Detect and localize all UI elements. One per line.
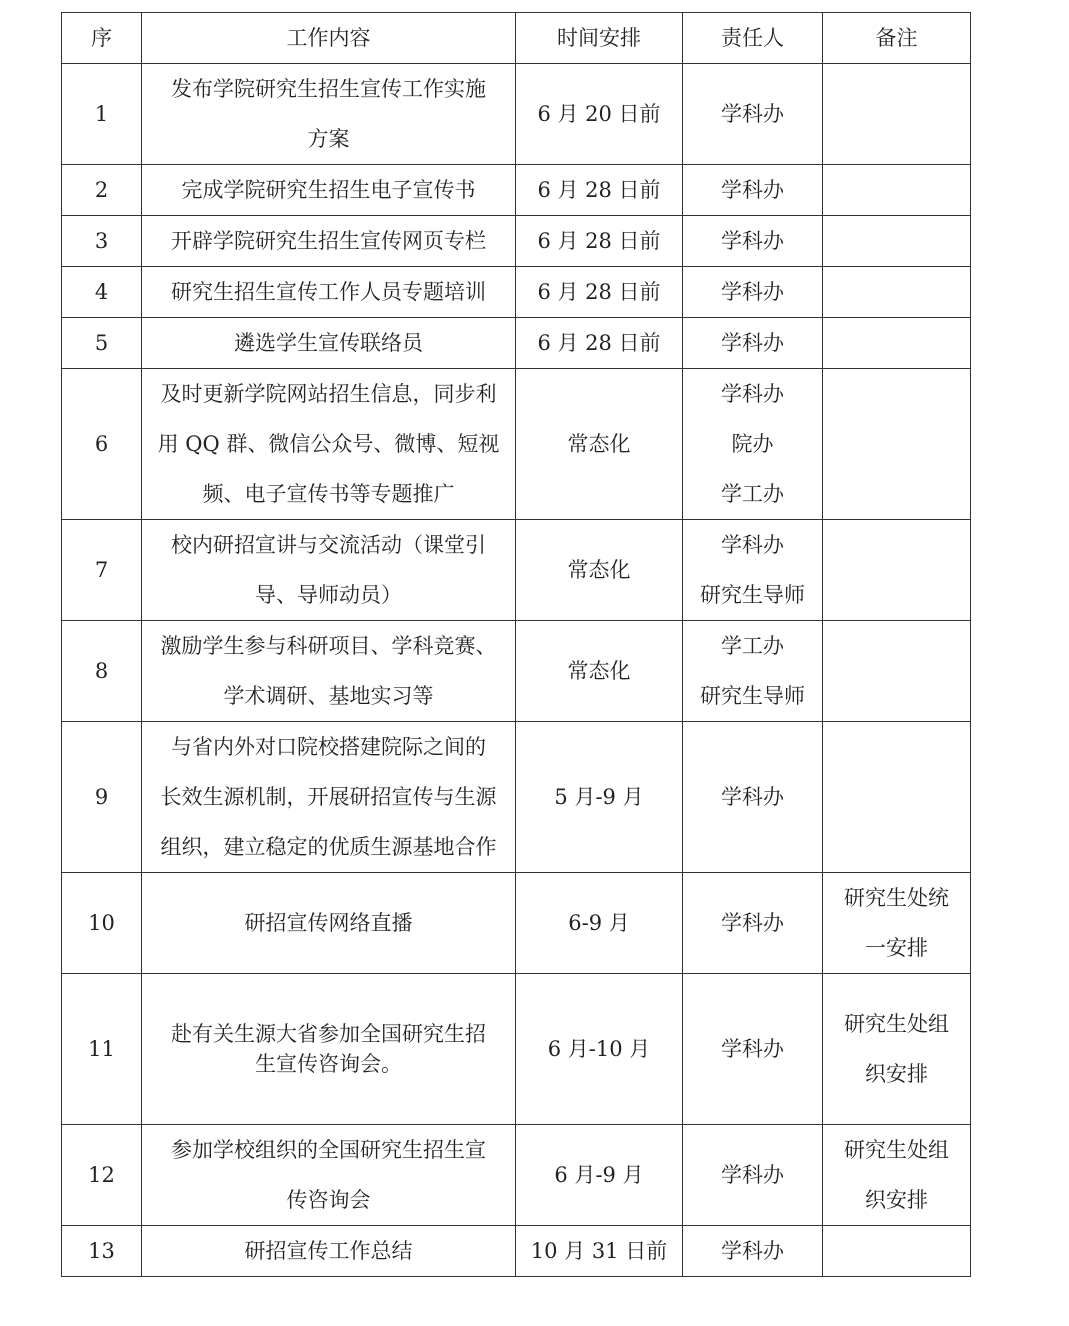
row-time: 常态化	[516, 621, 683, 722]
row-content-line: 研究生招生宣传工作人员专题培训	[171, 280, 486, 304]
row-time: 常态化	[516, 369, 683, 520]
row-owner-line: 学科办	[721, 785, 784, 809]
row-no: 8	[62, 621, 142, 722]
row-owner	[683, 1125, 823, 1226]
row-owner-line: 学科办	[721, 1239, 784, 1263]
table-row	[62, 216, 971, 267]
table-row	[62, 974, 971, 1125]
row-content-line: 校内研招宣讲与交流活动（课堂引	[171, 533, 486, 557]
row-note	[823, 318, 971, 369]
row-owner	[683, 974, 823, 1125]
row-owner-line: 学科办	[721, 1037, 784, 1061]
row-content	[142, 974, 516, 1125]
row-owner	[683, 267, 823, 318]
header-content: 工作内容	[142, 13, 516, 64]
row-note	[823, 216, 971, 267]
row-note	[823, 267, 971, 318]
row-content-line: 完成学院研究生招生电子宣传书	[181, 178, 476, 202]
row-content-line: 开辟学院研究生招生宣传网页专栏	[171, 229, 486, 253]
header-time: 时间安排	[516, 13, 683, 64]
table-row	[62, 873, 971, 974]
row-time: 常态化	[516, 520, 683, 621]
row-time: 6-9 月	[516, 873, 683, 974]
header-owner: 责任人	[683, 13, 823, 64]
row-note	[823, 873, 971, 974]
row-owner-line: 学科办	[721, 911, 784, 935]
row-no: 12	[62, 1125, 142, 1226]
row-content	[142, 267, 516, 318]
row-content-line: 赴有关生源大省参加全国研究生招	[171, 1022, 486, 1046]
row-note-line: 研究生处统	[844, 886, 949, 910]
row-note-line: 织安排	[865, 1188, 928, 1212]
row-owner-line: 院办	[731, 432, 774, 456]
row-owner	[683, 318, 823, 369]
header-note: 备注	[823, 13, 971, 64]
row-content	[142, 64, 516, 165]
row-content-line: 传咨询会	[286, 1188, 371, 1212]
row-content	[142, 1226, 516, 1277]
row-time: 6 月 20 日前	[516, 64, 683, 165]
table-row	[62, 520, 971, 621]
row-time: 6 月 28 日前	[516, 216, 683, 267]
row-owner	[683, 64, 823, 165]
row-time: 6 月 28 日前	[516, 267, 683, 318]
row-no: 13	[62, 1226, 142, 1277]
row-note-line: 研究生处组	[844, 1138, 949, 1162]
row-owner	[683, 722, 823, 873]
row-note	[823, 1226, 971, 1277]
row-note	[823, 621, 971, 722]
row-note	[823, 64, 971, 165]
row-no: 1	[62, 64, 142, 165]
row-owner-line: 学科办	[721, 102, 784, 126]
row-time: 6 月 28 日前	[516, 318, 683, 369]
row-no: 3	[62, 216, 142, 267]
row-content-line: 方案	[307, 127, 350, 151]
row-note-line: 一安排	[865, 936, 928, 960]
table-row	[62, 267, 971, 318]
row-content-line: 用 QQ 群、微信公众号、微博、短视	[157, 432, 500, 456]
row-owner	[683, 873, 823, 974]
row-owner-line: 学科办	[721, 178, 784, 202]
header-row	[62, 13, 971, 64]
row-content-line: 长效生源机制，开展研招宣传与生源	[160, 785, 497, 809]
row-note-line: 织安排	[865, 1062, 928, 1086]
row-content	[142, 722, 516, 873]
row-note	[823, 369, 971, 520]
row-content	[142, 873, 516, 974]
row-owner-line: 学工办	[721, 634, 784, 658]
row-no: 5	[62, 318, 142, 369]
table-row	[62, 369, 971, 520]
row-time: 6 月-9 月	[516, 1125, 683, 1226]
row-owner-line: 学工办	[721, 482, 784, 506]
row-owner	[683, 216, 823, 267]
row-content-line: 频、电子宣传书等专题推广	[202, 482, 455, 506]
row-owner	[683, 1226, 823, 1277]
row-no: 2	[62, 165, 142, 216]
row-content-line: 参加学校组织的全国研究生招生宣	[171, 1138, 486, 1162]
row-content-line: 与省内外对口院校搭建院际之间的	[171, 735, 486, 759]
row-note-line: 研究生处组	[844, 1012, 949, 1036]
row-no: 4	[62, 267, 142, 318]
row-time: 6 月 28 日前	[516, 165, 683, 216]
row-note	[823, 722, 971, 873]
row-content	[142, 1125, 516, 1226]
table-row	[62, 165, 971, 216]
row-content-line: 导、导师动员）	[255, 583, 402, 607]
row-owner	[683, 369, 823, 520]
row-owner-line: 研究生导师	[700, 684, 805, 708]
row-owner-line: 学科办	[721, 533, 784, 557]
row-owner-line: 学科办	[721, 280, 784, 304]
row-no: 9	[62, 722, 142, 873]
row-content-line: 研招宣传网络直播	[244, 911, 413, 935]
row-owner-line: 学科办	[721, 382, 784, 406]
table-row	[62, 1125, 971, 1226]
row-content-line: 学术调研、基地实习等	[223, 684, 434, 708]
row-content-line: 激励学生参与科研项目、学科竞赛、	[160, 634, 497, 658]
row-owner-line: 学科办	[721, 331, 784, 355]
row-note	[823, 1125, 971, 1226]
row-owner-line: 学科办	[721, 229, 784, 253]
row-no: 6	[62, 369, 142, 520]
row-content-line: 组织，建立稳定的优质生源基地合作	[160, 835, 497, 859]
row-content	[142, 520, 516, 621]
row-content-line: 研招宣传工作总结	[244, 1239, 413, 1263]
row-owner	[683, 520, 823, 621]
work-plan-table	[61, 12, 971, 1277]
table-body	[62, 64, 971, 1277]
table-row	[62, 318, 971, 369]
row-time: 10 月 31 日前	[516, 1226, 683, 1277]
row-content	[142, 216, 516, 267]
row-no: 7	[62, 520, 142, 621]
row-time: 6 月-10 月	[516, 974, 683, 1125]
row-content	[142, 369, 516, 520]
table-row	[62, 722, 971, 873]
table-row	[62, 64, 971, 165]
row-note	[823, 165, 971, 216]
row-content-line: 及时更新学院网站招生信息，同步利	[160, 382, 497, 406]
table-row	[62, 1226, 971, 1277]
row-owner-line: 研究生导师	[700, 583, 805, 607]
row-owner-line: 学科办	[721, 1163, 784, 1187]
row-content-line: 遴选学生宣传联络员	[234, 331, 423, 355]
row-owner	[683, 621, 823, 722]
row-content	[142, 318, 516, 369]
row-no: 11	[62, 974, 142, 1125]
row-note	[823, 974, 971, 1125]
header-no: 序	[62, 13, 142, 64]
row-no: 10	[62, 873, 142, 974]
row-time: 5 月-9 月	[516, 722, 683, 873]
row-content-line: 生宣传咨询会。	[255, 1052, 402, 1076]
row-note	[823, 520, 971, 621]
row-content-line: 发布学院研究生招生宣传工作实施	[171, 77, 486, 101]
row-content	[142, 165, 516, 216]
table-row	[62, 621, 971, 722]
row-content	[142, 621, 516, 722]
row-owner	[683, 165, 823, 216]
